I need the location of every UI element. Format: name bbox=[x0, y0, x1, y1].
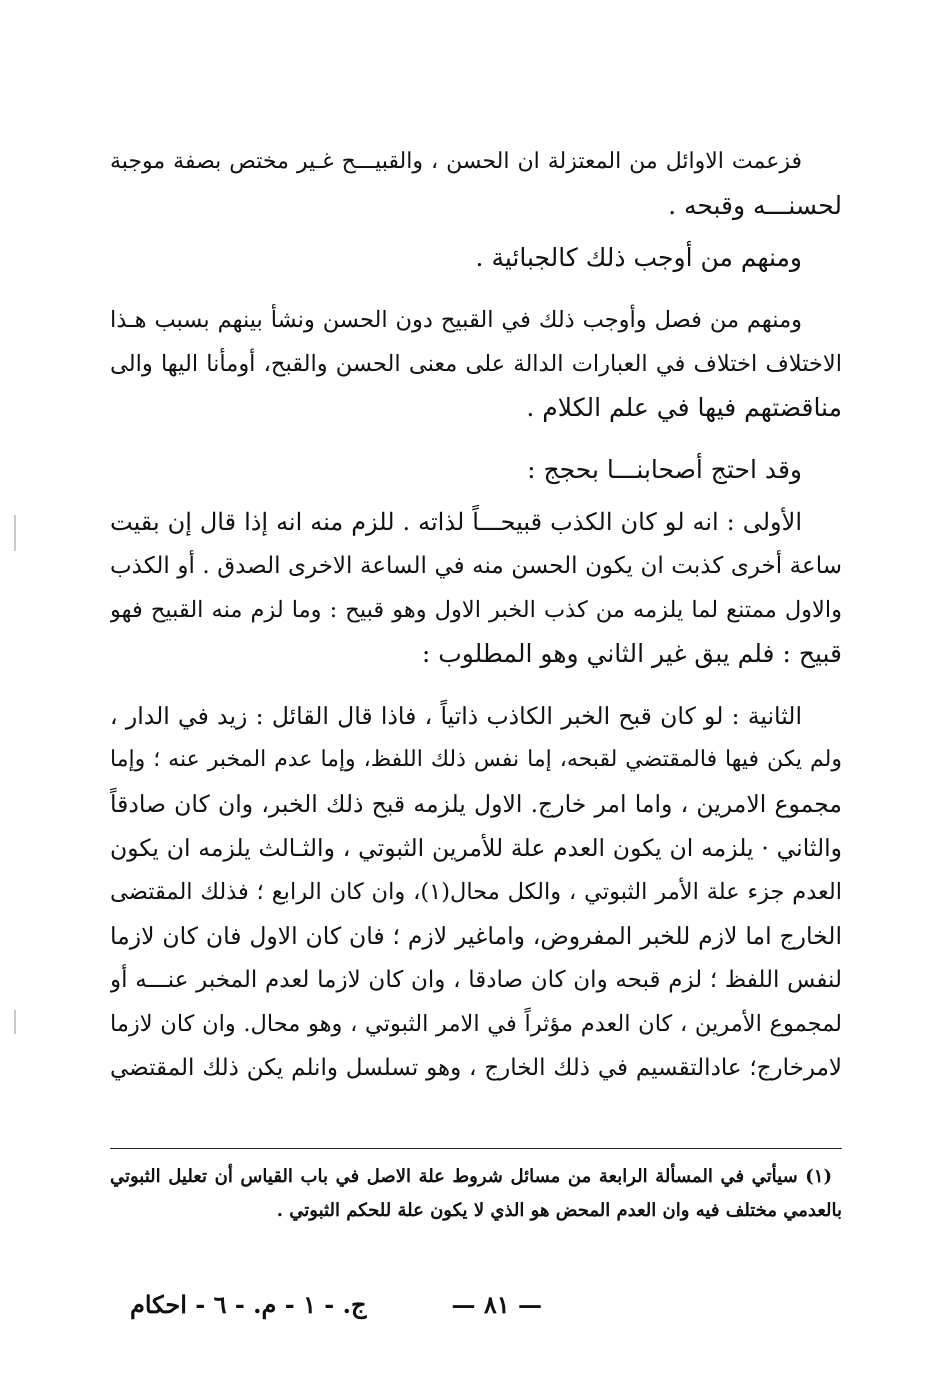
text-line: لنفس اللفظ ؛ لزم قبحه وان كان صادقا ، وان كان لازما لعدم المخبر عنـــه أو bbox=[110, 967, 842, 993]
text-line: الاختلاف اختلاف في العبارات الدالة على معنى الحسن والقبح، أومأنا اليها والى bbox=[110, 351, 842, 377]
text-line: والاول ممتنع لما يلزمه من كذب الخبر الاول وهو قبيح : وما لزم منه القبيح فهو bbox=[110, 597, 842, 623]
text-line: الخارج اما لازم للخبر المفروض، واماغير لازم ؛ فان كان الاول فان كان لازما bbox=[110, 922, 842, 950]
text-line: لمجموع الأمرين ، كان العدم مؤثراً في الامر الثبوتي ، وهو محال. وان كان لازما bbox=[110, 1011, 842, 1037]
footnote-line: (١) سيأتي في المسألة الرابعة من مسائل شروط علة الاصل في باب القياس أن تعليل الثبوتي bbox=[110, 1166, 832, 1187]
footnote-line: بالعدمي مختلف فيه وان العدم المحض هو الذي لا يكون علة للحكم الثبوتي . bbox=[276, 1200, 842, 1221]
text-line: العدم جزء علة الأمر الثبوتي ، والكل محال(١)، وان كان الرابع ؛ فذلك المقتضى bbox=[110, 879, 842, 905]
text-line: لامرخارج؛ عادالتقسيم في ذلك الخارج ، وهو تسلسل وانلم يكن ذلك المقتضي bbox=[110, 1055, 842, 1081]
text-line: ساعة أخرى كذبت ان يكون الحسن منه في الساعة الاخرى الصدق . أو الكذب bbox=[110, 553, 842, 579]
text-line: لحسنـــه وقبحه . bbox=[668, 191, 842, 220]
margin-mark bbox=[14, 515, 16, 551]
text-line: مجموع الامرين ، واما امر خارج. الاول يلزمه قبح ذلك الخبر، وان كان صادقاً bbox=[110, 790, 842, 818]
text-line: ولم يكن فيها فالمقتضي لقبحه، إما نفس ذلك اللفظ، وإما عدم المخبر عنه ؛ وإما bbox=[110, 747, 842, 772]
text-line: والثاني · يلزمه ان يكون العدم علة للأمرين الثبوتي ، والثـالث يلزمه ان يكون bbox=[110, 834, 842, 862]
footnote-divider bbox=[110, 1148, 842, 1149]
margin-mark bbox=[14, 1010, 16, 1034]
text-line: ومنهم من فصل وأوجب ذلك في القبيح دون الحسن ونشأ بينهم بسبب هـذا bbox=[110, 307, 802, 333]
text-line: الثانية : لو كان قبح الخبر الكاذب ذاتياً ، فاذا قال القائل : زيد في الدار ، bbox=[110, 702, 802, 730]
text-line: وقد احتج أصحابنـــا بحجج : bbox=[527, 455, 802, 484]
page-number: — ٨١ — bbox=[451, 1290, 542, 1319]
text-line: مناقضتهم فيها في علم الكلام . bbox=[526, 393, 842, 422]
text-line: الأولى : انه لو كان الكذب قبيحـــاً لذاته . للزم منه انه إذا قال إن بقيت bbox=[110, 508, 802, 536]
text-line: قبيح : فلم يبق غير الثاني وهو المطلوب : bbox=[421, 639, 842, 668]
page-footer bbox=[110, 1290, 842, 1330]
print-signature: ج. - ١ - م. - ٦ - احكام bbox=[130, 1290, 367, 1319]
text-line: فزعمت الاوائل من المعتزلة ان الحسن ، والقبيـــح غـير مختص بصفة موجبة bbox=[110, 149, 802, 174]
footnote bbox=[110, 1160, 842, 1228]
text-line: ومنهم من أوجب ذلك كالجبائية . bbox=[475, 243, 802, 272]
main-text bbox=[110, 140, 842, 1090]
